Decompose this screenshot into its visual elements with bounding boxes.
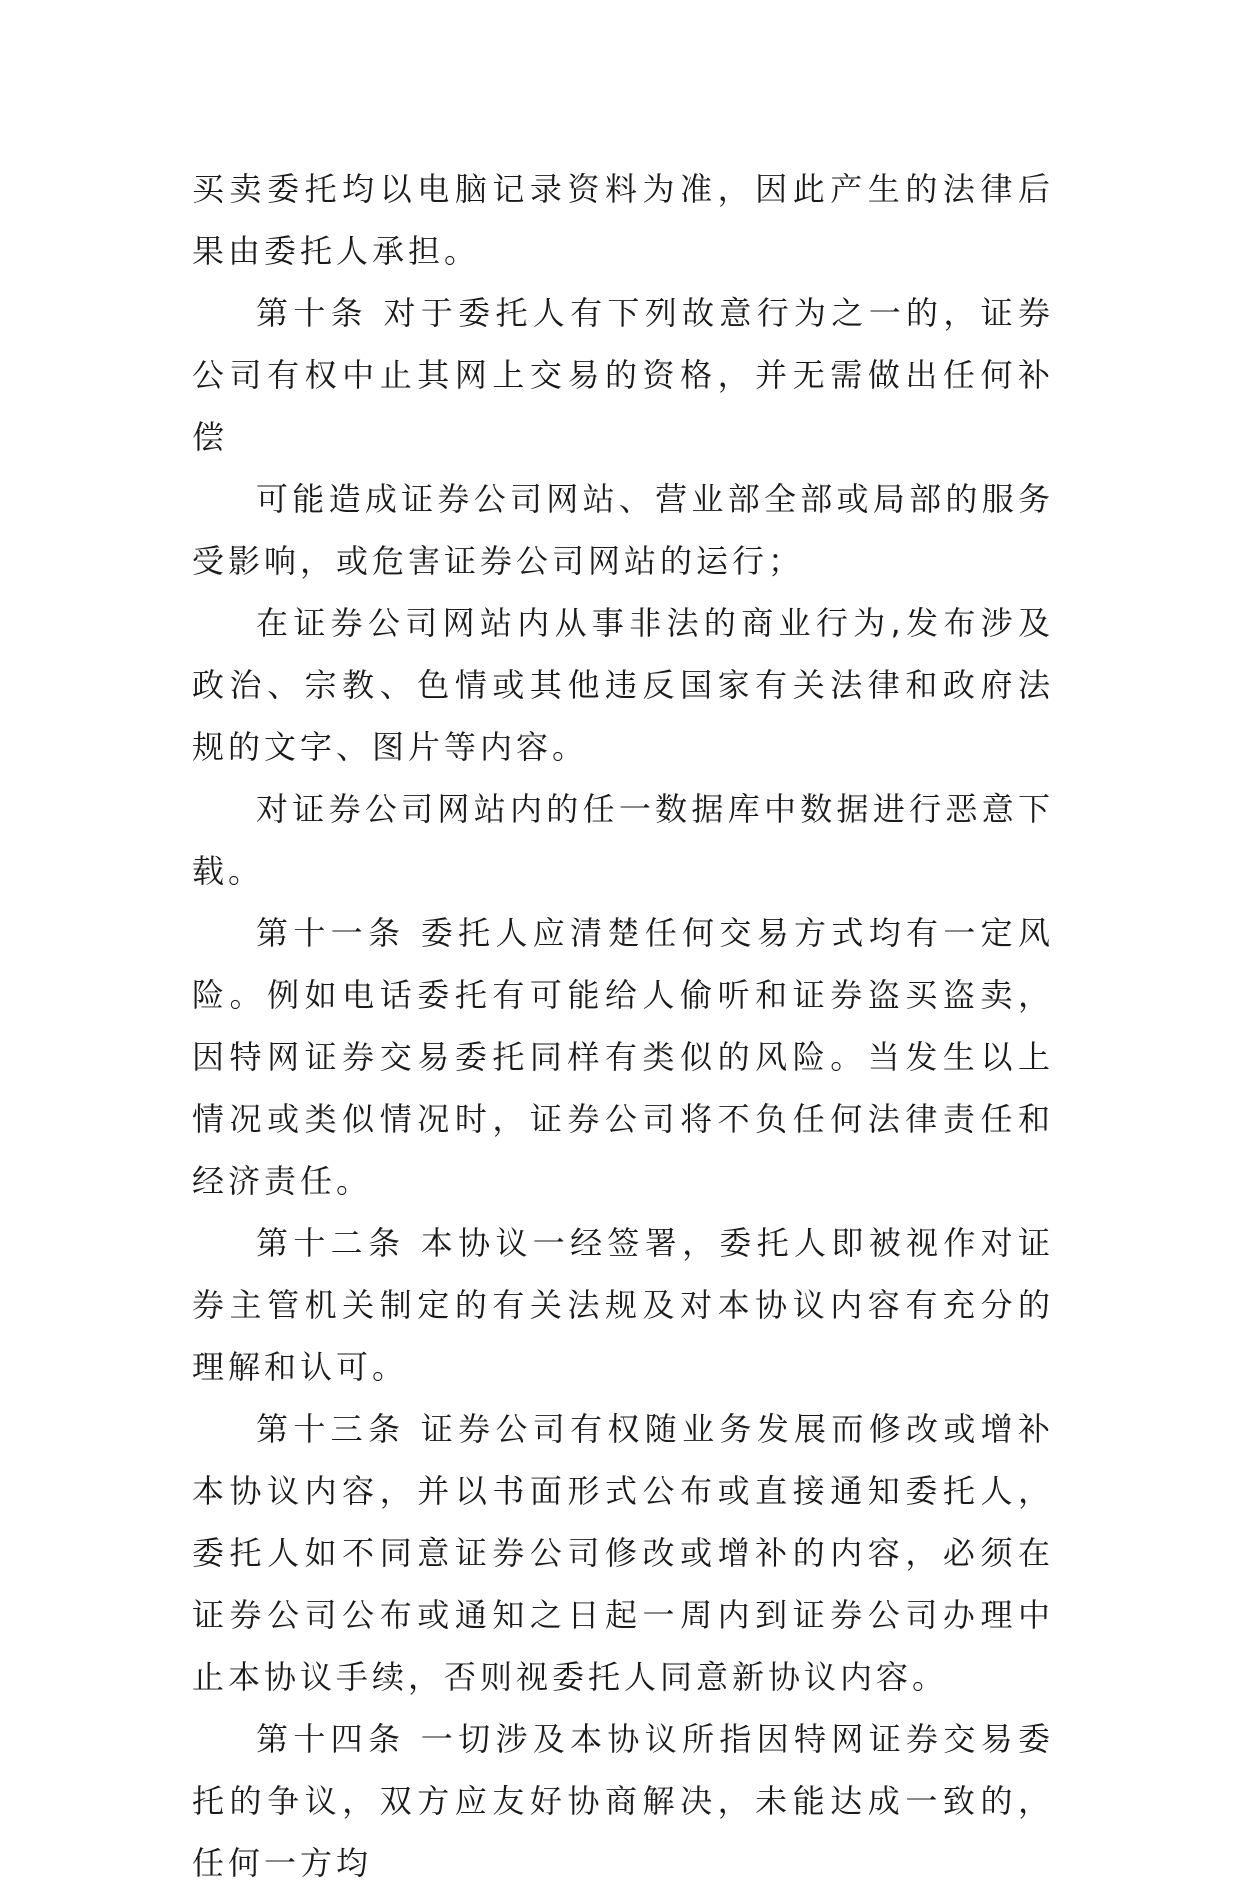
paragraph-article-14: 第十四条 一切涉及本协议所指因特网证券交易委托的争议，双方应友好协商解决，未能达成一致的，任何一方均: [192, 1720, 1054, 1882]
paragraph-article-10: 第十条 对于委托人有下列故意行为之一的，证券公司有权中止其网上交易的资格，并无需做出任何补偿: [192, 294, 1054, 456]
paragraph-article-10-item-2: 在证券公司网站内从事非法的商业行为,发布涉及政治、宗教、色情或其他违反国家有关法律和政府法规的文字、图片等内容。: [192, 604, 1054, 766]
paragraph-article-10-item-1: 可能造成证券公司网站、营业部全部或局部的服务受影响，或危害证券公司网站的运行；: [192, 480, 1054, 580]
paragraph-article-11: 第十一条 委托人应清楚任何交易方式均有一定风险。例如电话委托有可能给人偷听和证券盗买盗卖，因特网证券交易委托同样有类似的风险。当发生以上情况或类似情况时，证券公司将不负任何法律责任和经济责任。: [192, 914, 1054, 1200]
paragraph-article-12: 第十二条 本协议一经签署，委托人即被视作对证券主管机关制定的有关法规及对本协议内容有充分的理解和认可。: [192, 1224, 1054, 1386]
document-body: [192, 158, 1054, 1894]
paragraph-article-10-item-3: 对证券公司网站内的任一数据库中数据进行恶意下载。: [192, 790, 1054, 890]
paragraph-continuation: 买卖委托均以电脑记录资料为准，因此产生的法律后果由委托人承担。: [192, 170, 1054, 270]
paragraph-article-13: 第十三条 证券公司有权随业务发展而修改或增补本协议内容，并以书面形式公布或直接通知委托人，委托人如不同意证券公司修改或增补的内容，必须在证券公司公布或通知之日起一周内到证券公司办理中止本协议手续，否则视委托人同意新协议内容。: [192, 1410, 1054, 1696]
